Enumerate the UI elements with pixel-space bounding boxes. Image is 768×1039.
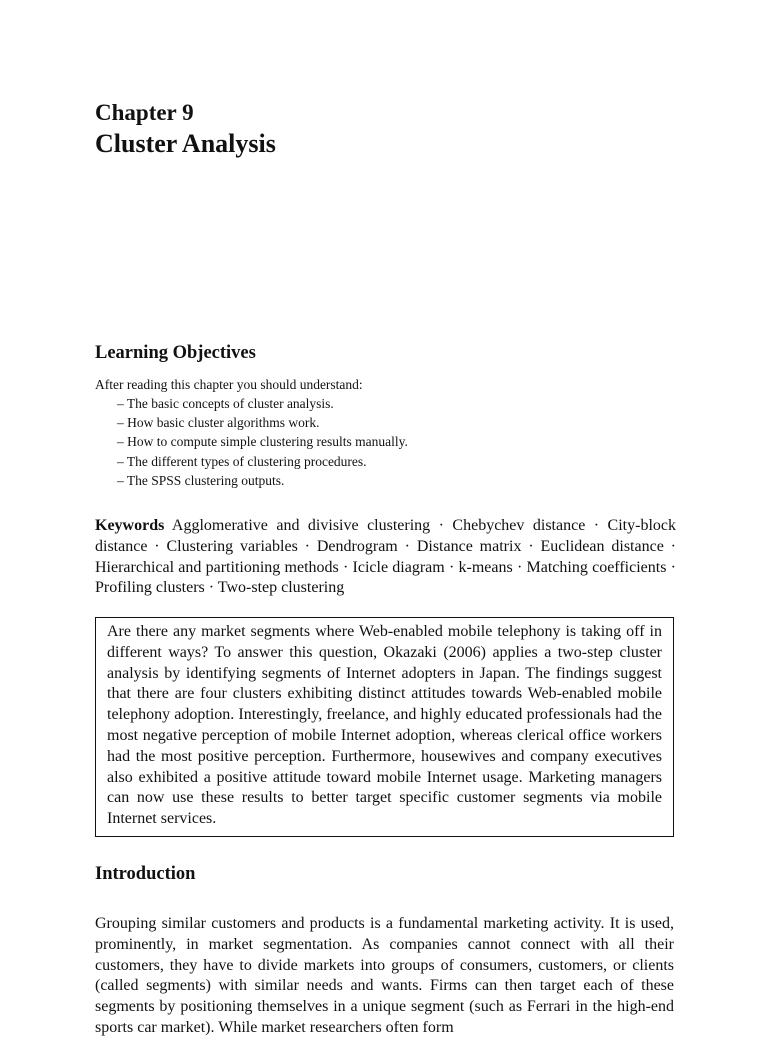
objective-item: – How basic cluster algorithms work. bbox=[117, 415, 320, 431]
case-study-box: Are there any market segments where Web-enabled mobile telephony is taking off in different ways? To answer this question, Okazaki (2006) applies a two-step cluster analysis by identifying segments of Internet adopters in Japan. The findings suggest that there are four clusters exhibiting distinct attitudes towards Web-enabled mobile telephony adoption. Interestingly, freelance, and highly educated professionals had the most negative perception of mobile Internet adoption, whereas clerical office workers had the most positive perception. Furthermore, housewives and company executives also exhibited a positive attitude toward mobile Internet usage. Marketing managers can now use these results to better target specific customer segments via mobile Internet services. bbox=[95, 617, 674, 837]
introduction-paragraph: Grouping similar customers and products is a fundamental marketing activity. It is used, prominently, in market segmentation. As companies cannot connect with all their customers, they have to divide markets into groups of consumers, customers, or clients (called segments) with similar needs and wants. Firms can then target each of these segments by positioning themselves in a unique segment (such as Ferrari in the high-end sports car market). While market researchers often form bbox=[95, 915, 674, 1036]
objective-item: – The different types of clustering procedures. bbox=[117, 453, 367, 469]
keywords-label: Keywords bbox=[95, 517, 165, 534]
objective-item: – How to compute simple clustering results manually. bbox=[117, 434, 408, 450]
chapter-title: Cluster Analysis bbox=[95, 129, 276, 158]
learning-objectives-heading: Learning Objectives bbox=[95, 343, 256, 363]
objective-item: – The basic concepts of cluster analysis. bbox=[117, 396, 334, 411]
keywords-paragraph bbox=[95, 516, 676, 599]
learning-objectives-intro: After reading this chapter you should understand: bbox=[95, 377, 363, 392]
chapter-number: Chapter 9 bbox=[95, 100, 194, 125]
keywords-text: Agglomerative and divisive clustering · Chebychev distance · City-block distance · Clustering variables · Dendrogram · Distance matrix · Euclidean distance · Hierarchical and partitioning methods · Icicle diagram · k-means · Matching coefficients · Profiling clusters · Two-step clustering bbox=[95, 517, 676, 597]
introduction-heading: Introduction bbox=[95, 864, 196, 884]
learning-objectives-list bbox=[117, 394, 408, 490]
objective-item: – The SPSS clustering outputs. bbox=[117, 472, 285, 488]
